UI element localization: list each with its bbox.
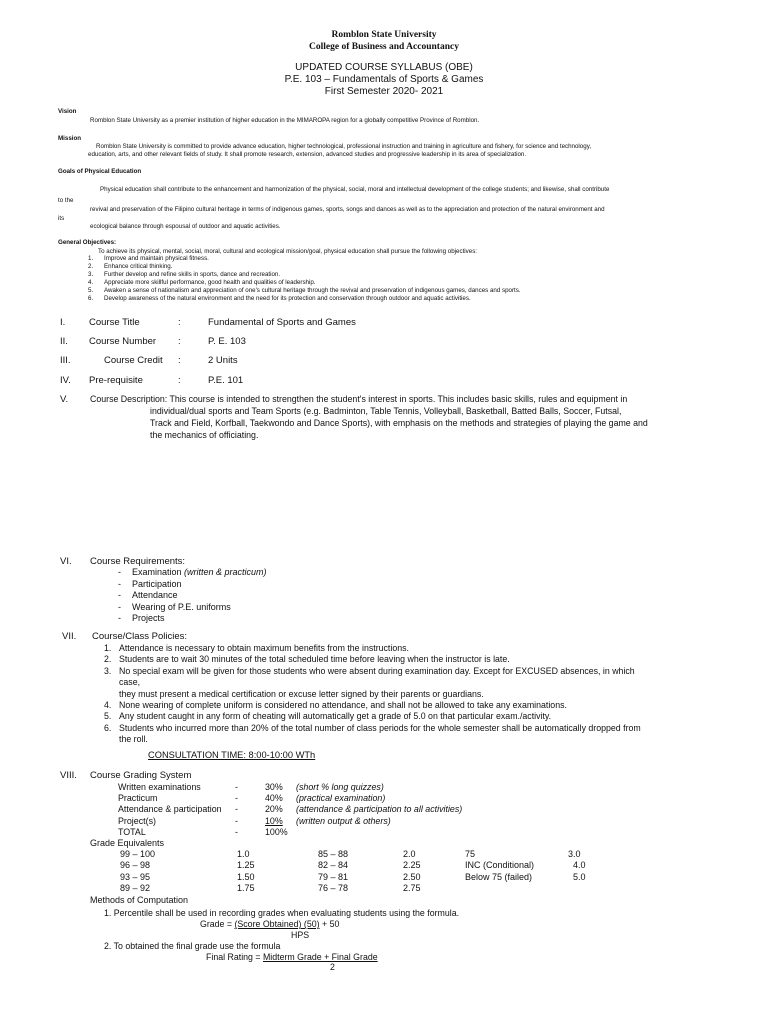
objective-item: 6. Develop awareness of the natural environment and the need for its protection and conservation through outdoor and aquatic activities. [88, 295, 471, 302]
semester-label: First Semester 2020- 2021 [324, 86, 444, 97]
university-name: Romblon State University [331, 30, 437, 40]
objective-item: 1. Improve and maintain physical fitness. [88, 255, 209, 262]
objective-item: 3. Further develop and refine skills in sports, dance and recreation. [88, 271, 281, 278]
method-2: 2. To obtained the final grade use the formula [104, 941, 281, 951]
policy-item: 6. Students who incurred more than 20% of the total number of class periods for the whole semester shall be automatically dropped from [104, 722, 641, 733]
college-name: College of Business and Accountancy [309, 42, 459, 52]
grading-num: VIII. [60, 770, 77, 781]
equiv-row: 99 – 100 1.0 85 – 88 2.0 75 3.0 [120, 849, 581, 859]
course-heading: P.E. 103 – Fundamentals of Sports & Games [284, 74, 484, 85]
goals-to-the: to the [58, 197, 74, 204]
policies-heading: Course/Class Policies: [92, 631, 188, 642]
equiv-row: 89 – 92 1.75 76 – 78 2.75 [120, 883, 421, 894]
grade-equivalents-heading: Grade Equivalents [90, 838, 165, 848]
requirements-heading: Course Requirements: [90, 556, 186, 567]
goals-line-1: Physical education shall contribute to the enhancement and harmonization of the physical, social, moral and intellectual development of the college students; and likewise, shall contribute [100, 186, 610, 193]
methods-heading: Methods of Computation [90, 895, 189, 905]
grading-row: Practicum - 40% (practical examination) [118, 793, 386, 804]
grade-formula-denominator: HPS [291, 930, 310, 940]
final-rating-formula: Final Rating = Midterm Grade + Final Grade [206, 952, 378, 962]
requirement-item: - Wearing of P.E. uniforms [118, 601, 231, 612]
requirements-list [118, 567, 267, 625]
policy-item: the roll. [119, 734, 148, 745]
goals-line-3: ecological balance through espousal of outdoor and aquatic activities. [90, 223, 281, 230]
objective-item: 5. Awaken a sense of nationalism and appreciation of one's cultural heritage through the revival and preservation of indigenous games, dances and sports. [88, 287, 521, 294]
method-1: 1. Percentile shall be used in recording grades when evaluating students using the formula. [104, 908, 460, 918]
description-line-4: the mechanics of officiating. [150, 430, 259, 440]
requirement-item: - Participation [118, 578, 182, 589]
mission-heading: Mission [58, 135, 82, 142]
grade-equivalents-table [120, 849, 586, 895]
goals-line-2: revival and preservation of the Filipino cultural heritage in terms of indigenous games, sports, songs and dances as well as to the appreciation and protection of the natural environment and [90, 206, 605, 213]
course-credit-row: III. Course Credit : 2 Units [60, 355, 238, 366]
course-number-row: II. Course Number : P. E. 103 [60, 336, 246, 347]
policies-num: VII. [62, 631, 77, 642]
policy-item: 2. Students are to wait 30 minutes of the total scheduled time before leaving when the instructor is late. [104, 654, 510, 665]
equiv-row: 96 – 98 1.25 82 – 84 2.25 INC (Conditional) 4.0 [120, 860, 586, 871]
vision-heading: Vision [58, 108, 77, 115]
description-line-1: Course Description: This course is intended to strengthen the student's interest in sports. This includes basic skills, rules and equipment in [90, 394, 628, 404]
policy-item: 3. No special exam will be given for those students who were absent during examination day. Except for EXCUSED absences, in which [104, 665, 635, 676]
objectives-intro: To achieve its physical, mental, social, moral, cultural and ecological mission/goal, physical education shall pursue the following objectives: [98, 248, 478, 255]
grade-formula: Grade = (Score Obtained) (50) + 50 [200, 919, 340, 929]
requirement-item: - Examination (written & practicum) [118, 567, 267, 577]
grading-weights [118, 782, 462, 838]
policy-item: 1. Attendance is necessary to obtain maximum benefits from the instructions. [104, 643, 409, 653]
policy-item: they must present a medical certification or excuse letter signed by their parents or guardians. [119, 688, 484, 699]
requirement-item: - Projects [118, 613, 165, 624]
description-num: V. [60, 394, 69, 405]
document-title: UPDATED COURSE SYLLABUS (OBE) [295, 62, 473, 73]
course-title-row: I. Course Title : Fundamental of Sports and Games [60, 317, 356, 328]
goals-its: its [58, 215, 65, 222]
objectives-heading: General Objectives: [58, 239, 117, 246]
vision-text: Romblon State University as a premier institution of higher education in the MIMAROPA region for a globally competitive Province of Romblon. [90, 117, 480, 124]
mission-line-2: education, arts, and other relevant fields of study. It shall promote research, extension, advanced studies and progressive leadership in its area of specialization. [88, 151, 527, 158]
goals-heading: Goals of Physical Education [58, 168, 142, 175]
policy-item: 5. Any student caught in any form of cheating will automatically get a grade of 5.0 on that particular exam./activity. [104, 711, 552, 722]
mission-line-1: Romblon State University is committed to provide advance education, higher technological, professional instruction and training in agriculture and fishery, for science and technology, [96, 143, 592, 150]
policy-item: case, [119, 677, 141, 688]
consultation-time: CONSULTATION TIME: 8:00-10:00 WTh [148, 750, 316, 760]
prerequisite-row: IV. Pre-requisite : P.E. 101 [60, 375, 244, 386]
grading-heading: Course Grading System [90, 770, 192, 781]
grading-row: Written examinations - 30% (short % long quizzes) [118, 782, 384, 792]
objective-item: 4. Appreciate more skillful performance, good health and qualities of leadership. [88, 279, 316, 286]
requirement-item: - Attendance [118, 590, 178, 601]
equiv-row: 93 – 95 1.50 79 – 81 2.50 Below 75 (failed) 5.0 [120, 871, 586, 882]
policy-item: 4. None wearing of complete uniform is considered no attendance, and shall not be allowed to take any examinations. [104, 700, 567, 711]
requirements-num: VI. [60, 556, 72, 567]
objective-item: 2. Enhance critical thinking. [88, 263, 173, 270]
policies-list [104, 643, 641, 746]
grading-row: Attendance & participation - 20% (attendance & participation to all activities) [118, 804, 463, 815]
description-line-3: Track and Field, Korfball, Taekwondo and Dance Sports), with emphasis on the methods and strategies of playing the game and [150, 418, 648, 428]
grading-row: Project(s) - 10%(written output & others) [118, 815, 391, 826]
objectives-list [88, 255, 521, 303]
grading-row: TOTAL - 100% [118, 826, 288, 837]
final-rating-denominator: 2 [330, 962, 335, 972]
description-line-2: individual/dual sports and Team Sports (e.g. Badminton, Table Tennis, Volleyball, Basketball, Batted Balls, Soccer, Futsal, [150, 406, 622, 416]
